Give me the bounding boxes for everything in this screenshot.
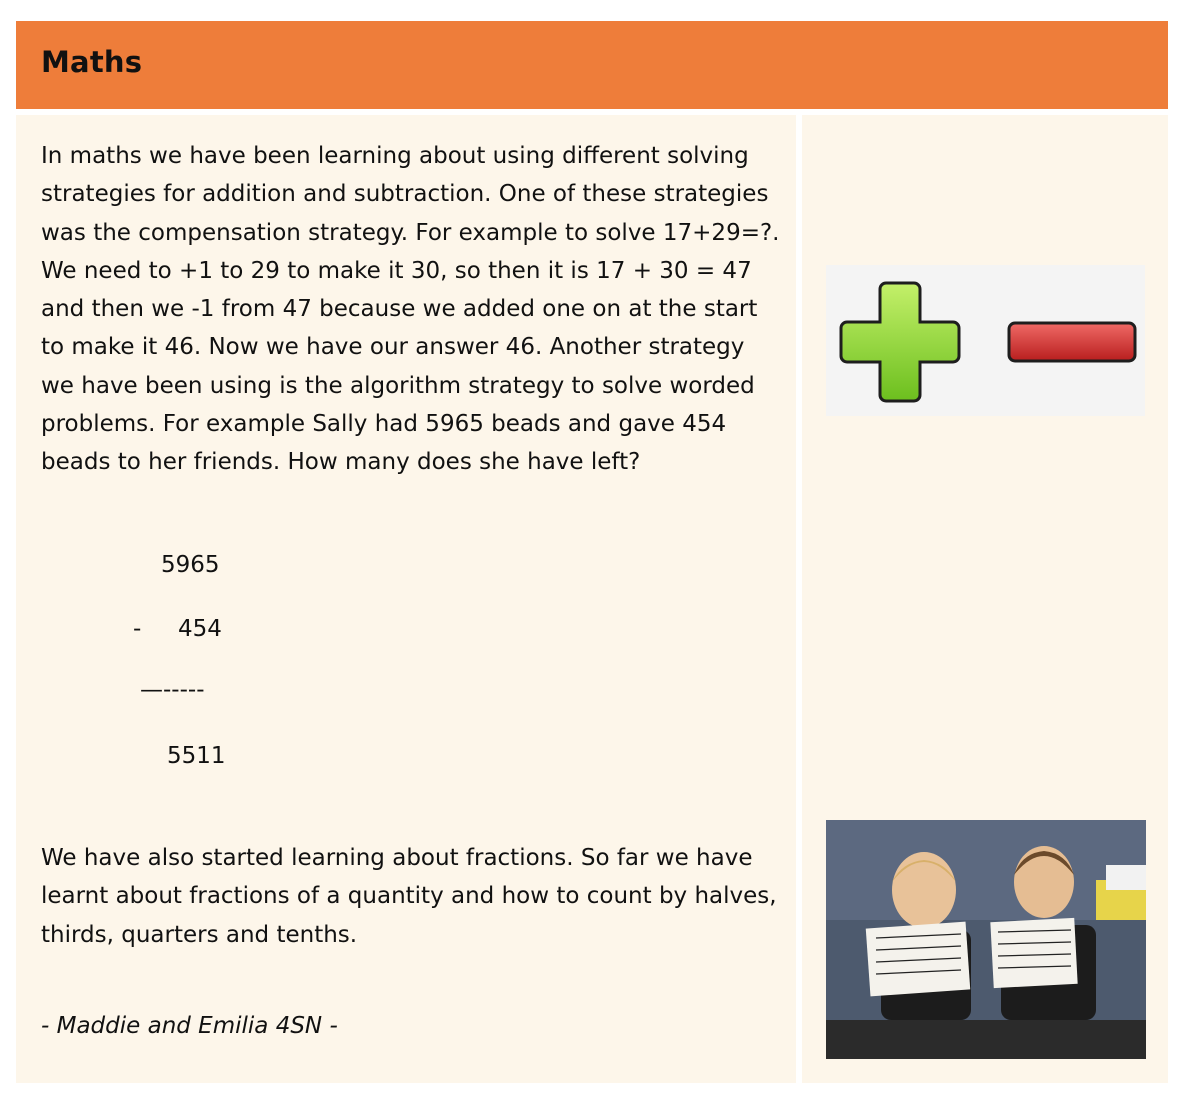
calc-rule-line: —----- bbox=[140, 677, 205, 703]
fractions-paragraph: We have also started learning about fractions. So far we have learnt about fractions of a quantity and how to count by halves, thirds, quarters and tenths. bbox=[41, 845, 777, 948]
plus-minus-image bbox=[826, 265, 1145, 416]
section-title: Maths bbox=[41, 45, 143, 79]
author-signature: - Maddie and Emilia 4SN - bbox=[41, 1013, 338, 1039]
image-column bbox=[802, 115, 1168, 1083]
calc-bottom-number: 454 bbox=[178, 616, 222, 642]
calc-result: 5511 bbox=[167, 743, 226, 769]
intro-paragraph: In maths we have been learning about using different solving strategies for addition and subtraction. One of these strategies was the compensation strategy. For example to solve 17+29=?. We need to +1 to 29 to make it 30, so then it is 17 + 30 = 47 and then we -1 from 47 because we added one on at the start to make it 46. Now we have our answer 46. Another strategy we have been using is the algorithm strategy to solve worded problems. For example Sally had 5965 beads and gave 454 beads to her friends. How many does she have left? bbox=[41, 143, 780, 476]
students-photo bbox=[826, 820, 1146, 1059]
minus-shape bbox=[1009, 323, 1135, 361]
maths-section bbox=[16, 21, 1168, 1083]
calc-top-number: 5965 bbox=[161, 552, 220, 578]
text-column bbox=[16, 115, 796, 1083]
plus-shape bbox=[841, 283, 959, 401]
students-photo-icon bbox=[826, 820, 1146, 1059]
section-header bbox=[16, 21, 1168, 109]
calc-operator: - bbox=[133, 616, 142, 642]
plus-minus-icon bbox=[826, 265, 1145, 416]
